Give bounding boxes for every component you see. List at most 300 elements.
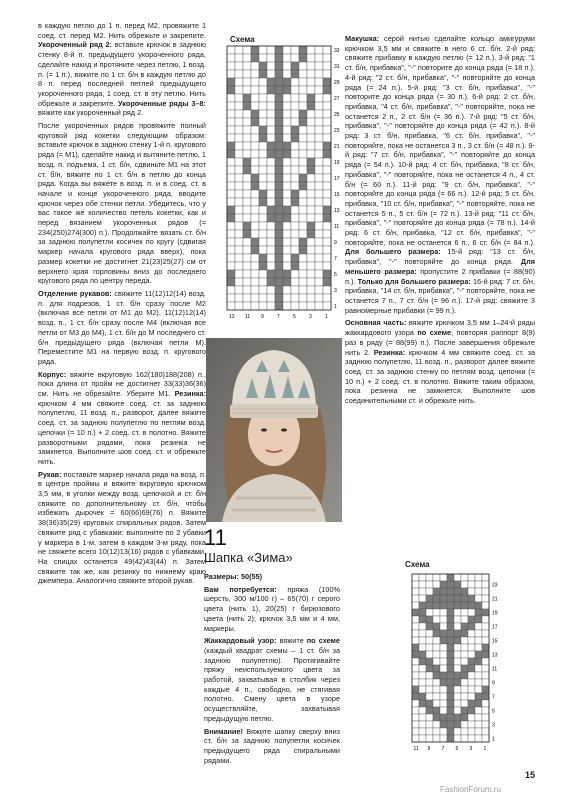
bold-run: Только для большего размера:	[357, 276, 471, 286]
chart-cell	[291, 110, 299, 118]
chart-cell	[475, 728, 482, 735]
chart-cell	[259, 118, 267, 126]
chart-cell	[251, 62, 259, 70]
chart-col-label: 1	[325, 314, 328, 320]
chart-cell	[267, 286, 275, 294]
chart-cell	[433, 672, 440, 679]
chart-cell	[243, 142, 251, 150]
chart-row-label: 21	[334, 144, 340, 150]
chart-cell	[283, 150, 291, 158]
chart-cell	[454, 637, 461, 644]
chart-cell	[315, 126, 323, 134]
chart-cell	[307, 62, 315, 70]
chart-cell	[468, 707, 475, 714]
chart-cell	[412, 602, 419, 609]
chart-cell	[235, 166, 243, 174]
chart-cell	[275, 190, 283, 198]
chart-cell	[447, 679, 454, 686]
chart-cell	[447, 637, 454, 644]
chart-cell	[426, 728, 433, 735]
chart-top	[223, 44, 348, 334]
chart-bottom	[408, 572, 518, 754]
chart-cell	[419, 609, 426, 616]
chart-cell	[275, 270, 283, 278]
chart-cell	[419, 672, 426, 679]
chart-col-label: 7	[441, 746, 445, 752]
chart-cell	[227, 118, 235, 126]
chart-cell	[412, 679, 419, 686]
chart-cell	[440, 679, 447, 686]
chart-cell	[419, 658, 426, 665]
chart-cell	[275, 174, 283, 182]
chart-cell	[454, 581, 461, 588]
chart-row-label: 3	[334, 288, 337, 294]
chart-cell	[227, 46, 235, 54]
chart-row-label: 21	[492, 596, 498, 603]
chart-cell	[235, 102, 243, 110]
text-run: вяжите вкруговую 162(180)188(208) п., пока длина от пройм не достигнет 33(33)36(36) см. Нить не обрезайте. Уберите М1.	[38, 369, 206, 399]
chart-col-label: 11	[413, 746, 419, 752]
chart-cell	[307, 158, 315, 166]
chart-cell	[235, 222, 243, 230]
chart-cell	[461, 644, 468, 651]
text-run: крючком 4 мм свяжите соед. ст. за заднюю полупетлю, 11 возд. п., разворот далее вяжите соед. ст. за заднюю стенку по петлям возд. цепочки (= 10 п.) + 2 соед. ст. в полотно. Вяжите таким образом, пока резинка не замкнется. Выполните шов соединительными ст. и обрежьте нить.	[345, 347, 536, 406]
chart-cell	[315, 70, 323, 78]
chart-cell	[482, 735, 489, 742]
chart-cell	[315, 198, 323, 206]
chart-cell	[433, 721, 440, 728]
chart-cell	[307, 110, 315, 118]
chart-cell	[482, 623, 489, 630]
chart-cell	[468, 693, 475, 700]
chart-cell	[299, 254, 307, 262]
chart-row-label: 7	[492, 694, 495, 701]
chart-row-label: 11	[492, 666, 498, 673]
chart-cell	[299, 150, 307, 158]
chart-cell	[291, 126, 299, 134]
chart-cell	[283, 126, 291, 134]
chart-cell	[468, 686, 475, 693]
chart-cell	[447, 707, 454, 714]
chart-cell	[259, 158, 267, 166]
chart-cell	[475, 602, 482, 609]
chart-col-label: 3	[469, 746, 473, 752]
chart-cell	[259, 126, 267, 134]
bold-run: Укороченные ряды 3–8:	[118, 98, 206, 108]
chart-cell	[291, 150, 299, 158]
chart-cell	[259, 294, 267, 302]
chart-cell	[307, 70, 315, 78]
chart-cell	[251, 190, 259, 198]
chart-cell	[267, 230, 275, 238]
chart-cell	[315, 54, 323, 62]
chart-cell	[243, 302, 251, 310]
chart-cell	[307, 126, 315, 134]
chart-cell	[412, 595, 419, 602]
chart-cell	[468, 581, 475, 588]
chart-cell	[461, 735, 468, 742]
bold-run: Размеры: 50(55)	[204, 572, 263, 581]
chart-cell	[447, 728, 454, 735]
chart-cell	[235, 262, 243, 270]
chart-row-label: 13	[334, 208, 340, 214]
chart-cell	[447, 588, 454, 595]
chart-cell	[315, 86, 323, 94]
chart-cell	[426, 637, 433, 644]
chart-cell	[251, 262, 259, 270]
chart-cell	[251, 246, 259, 254]
chart-cell	[433, 735, 440, 742]
chart-cell	[307, 134, 315, 142]
chart-cell	[482, 595, 489, 602]
chart-cell	[307, 166, 315, 174]
chart-cell	[243, 102, 251, 110]
chart-cell	[454, 602, 461, 609]
chart-cell	[482, 616, 489, 623]
chart-cell	[454, 686, 461, 693]
chart-cell	[475, 651, 482, 658]
chart-cell	[259, 190, 267, 198]
chart-cell	[299, 182, 307, 190]
chart-cell	[299, 166, 307, 174]
chart-cell	[440, 602, 447, 609]
chart-cell	[267, 62, 275, 70]
chart-cell	[426, 616, 433, 623]
chart-cell	[454, 735, 461, 742]
chart-cell	[275, 246, 283, 254]
chart-cell	[475, 721, 482, 728]
chart-cell	[440, 595, 447, 602]
chart-cell	[227, 286, 235, 294]
chart-cell	[315, 94, 323, 102]
chart-cell	[235, 230, 243, 238]
chart-cell	[440, 665, 447, 672]
chart-cell	[227, 254, 235, 262]
chart-cell	[440, 714, 447, 721]
chart-cell	[468, 665, 475, 672]
chart-cell	[283, 238, 291, 246]
chart-cell	[323, 150, 331, 158]
chart-cell	[468, 616, 475, 623]
chart-cell	[227, 222, 235, 230]
text-run: пряжа (100% шерсть, 300 м/100 г) – 65(70) г серого цвета (нить 1), 20(25) г бирюзового цвета (нить 2); крючок 3,5 мм и 4 мм, маркеры.	[204, 584, 340, 633]
chart-cell	[283, 158, 291, 166]
chart-cell	[433, 658, 440, 665]
chart-cell	[235, 62, 243, 70]
chart-cell	[283, 198, 291, 206]
chart-cell	[419, 581, 426, 588]
chart-cell	[275, 102, 283, 110]
chart-col-label: 3	[309, 314, 312, 320]
chart-cell	[447, 616, 454, 623]
chart-cell	[299, 86, 307, 94]
chart-cell	[447, 630, 454, 637]
chart-cell	[291, 102, 299, 110]
chart-cell	[468, 644, 475, 651]
chart-cell	[267, 46, 275, 54]
chart-cell	[267, 206, 275, 214]
chart-cell	[283, 206, 291, 214]
chart-cell	[251, 214, 259, 222]
chart-cell	[440, 609, 447, 616]
chart-cell	[243, 150, 251, 158]
chart-cell	[267, 294, 275, 302]
chart-cell	[454, 658, 461, 665]
chart-cell	[447, 602, 454, 609]
chart-cell	[283, 214, 291, 222]
chart-cell	[468, 623, 475, 630]
chart-cell	[433, 693, 440, 700]
paragraph	[345, 34, 535, 315]
chart-cell	[299, 262, 307, 270]
chart-cell	[454, 588, 461, 595]
chart-cell	[283, 262, 291, 270]
chart-row-label: 31	[334, 64, 340, 70]
chart-cell	[315, 150, 323, 158]
chart-cell	[259, 270, 267, 278]
chart-cell	[299, 174, 307, 182]
chart-cell	[426, 665, 433, 672]
chart-cell	[267, 262, 275, 270]
chart-cell	[251, 182, 259, 190]
chart-cell	[419, 595, 426, 602]
chart-cell	[291, 182, 299, 190]
chart-cell	[259, 86, 267, 94]
chart-col-label: 7	[277, 314, 280, 320]
chart-cell	[259, 182, 267, 190]
chart-cell	[454, 714, 461, 721]
chart-cell	[419, 644, 426, 651]
chart-cell	[475, 616, 482, 623]
chart-col-label: 9	[261, 314, 264, 320]
chart-cell	[307, 94, 315, 102]
chart-cell	[482, 644, 489, 651]
chart-cell	[299, 294, 307, 302]
chart-cell	[482, 630, 489, 637]
chart-cell	[315, 118, 323, 126]
chart-cell	[412, 609, 419, 616]
chart-cell	[433, 574, 440, 581]
chart-cell	[275, 62, 283, 70]
chart-row-label: 3	[492, 722, 495, 729]
chart-cell	[243, 174, 251, 182]
chart-cell	[275, 150, 283, 158]
chart-cell	[251, 158, 259, 166]
chart-cell	[482, 686, 489, 693]
text-run: в каждую петлю до 1 п. перед М2, провяжите 1 соед. ст. перед М2. Нить обрежьте и закрепите.	[38, 21, 206, 40]
chart-cell	[433, 581, 440, 588]
chart-row-label: 17	[492, 624, 498, 631]
chart-cell	[251, 94, 259, 102]
chart-cell	[291, 134, 299, 142]
chart-cell	[419, 616, 426, 623]
chart-cell	[235, 110, 243, 118]
chart-bottom-title: Схема	[405, 560, 430, 569]
chart-cell	[433, 616, 440, 623]
chart-cell	[267, 302, 275, 310]
chart-cell	[251, 78, 259, 86]
chart-cell	[323, 294, 331, 302]
chart-cell	[426, 651, 433, 658]
chart-cell	[259, 142, 267, 150]
chart-cell	[315, 206, 323, 214]
chart-cell	[419, 679, 426, 686]
chart-cell	[243, 206, 251, 214]
chart-cell	[454, 651, 461, 658]
chart-cell	[461, 595, 468, 602]
chart-cell	[227, 302, 235, 310]
chart-cell	[419, 714, 426, 721]
chart-cell	[299, 46, 307, 54]
chart-cell	[267, 198, 275, 206]
chart-cell	[475, 700, 482, 707]
chart-cell	[433, 623, 440, 630]
chart-cell	[251, 102, 259, 110]
chart-cell	[315, 278, 323, 286]
chart-cell	[275, 118, 283, 126]
chart-cell	[307, 78, 315, 86]
chart-cell	[283, 78, 291, 86]
chart-cell	[243, 198, 251, 206]
bold-run: Укороченный ряд 2:	[38, 40, 112, 50]
chart-cell	[299, 118, 307, 126]
chart-col-label: 5	[455, 746, 459, 752]
chart-cell	[267, 158, 275, 166]
chart-row-label: 5	[334, 272, 337, 278]
chart-cell	[447, 700, 454, 707]
chart-cell	[461, 721, 468, 728]
chart-cell	[475, 609, 482, 616]
chart-cell	[323, 142, 331, 150]
chart-cell	[243, 70, 251, 78]
chart-cell	[307, 206, 315, 214]
chart-cell	[275, 198, 283, 206]
chart-cell	[433, 609, 440, 616]
chart-cell	[447, 693, 454, 700]
chart-cell	[291, 294, 299, 302]
chart-cell	[259, 110, 267, 118]
chart-cell	[251, 206, 259, 214]
chart-cell	[468, 609, 475, 616]
chart-cell	[235, 126, 243, 134]
chart-cell	[419, 602, 426, 609]
chart-cell	[235, 254, 243, 262]
chart-cell	[235, 142, 243, 150]
chart-cell	[251, 238, 259, 246]
chart-cell	[419, 700, 426, 707]
chart-col-label: 5	[293, 314, 296, 320]
chart-cell	[243, 294, 251, 302]
bold-run: Вам потребуется:	[204, 584, 277, 594]
chart-cell	[291, 94, 299, 102]
chart-cell	[412, 693, 419, 700]
chart-cell	[475, 623, 482, 630]
chart-cell	[259, 102, 267, 110]
chart-cell	[419, 721, 426, 728]
chart-cell	[323, 198, 331, 206]
chart-cell	[291, 62, 299, 70]
chart-cell	[299, 278, 307, 286]
chart-cell	[267, 174, 275, 182]
chart-cell	[440, 728, 447, 735]
chart-cell	[482, 658, 489, 665]
chart-cell	[259, 78, 267, 86]
chart-cell	[275, 70, 283, 78]
chart-cell	[243, 86, 251, 94]
chart-cell	[323, 166, 331, 174]
chart-cell	[440, 623, 447, 630]
chart-cell	[461, 651, 468, 658]
chart-cell	[482, 574, 489, 581]
paragraph	[345, 318, 535, 405]
chart-cell	[412, 672, 419, 679]
chart-cell	[315, 158, 323, 166]
chart-cell	[267, 118, 275, 126]
chart-cell	[243, 54, 251, 62]
paragraph	[38, 370, 206, 467]
bold-run: Резинка:	[373, 347, 406, 357]
chart-cell	[307, 182, 315, 190]
chart-cell	[323, 118, 331, 126]
chart-cell	[235, 270, 243, 278]
chart-cell	[461, 623, 468, 630]
chart-cell	[283, 110, 291, 118]
chart-cell	[283, 118, 291, 126]
chart-cell	[440, 700, 447, 707]
chart-cell	[259, 238, 267, 246]
chart-cell	[426, 574, 433, 581]
bold-run: Корпус:	[38, 369, 67, 379]
chart-cell	[227, 166, 235, 174]
chart-cell	[259, 94, 267, 102]
chart-cell	[283, 270, 291, 278]
chart-cell	[475, 693, 482, 700]
chart-cell	[291, 206, 299, 214]
chart-col-label: 9	[427, 746, 431, 752]
chart-cell	[323, 246, 331, 254]
chart-cell	[235, 214, 243, 222]
chart-cell	[235, 182, 243, 190]
chart-cell	[299, 238, 307, 246]
chart-cell	[454, 693, 461, 700]
chart-cell	[227, 142, 235, 150]
chart-cell	[275, 302, 283, 310]
chart-cell	[235, 286, 243, 294]
chart-cell	[412, 644, 419, 651]
chart-cell	[227, 158, 235, 166]
chart-cell	[267, 166, 275, 174]
chart-cell	[461, 707, 468, 714]
chart-cell	[468, 602, 475, 609]
chart-cell	[251, 126, 259, 134]
chart-cell	[283, 142, 291, 150]
chart-cell	[291, 246, 299, 254]
chart-cell	[227, 102, 235, 110]
chart-cell	[315, 166, 323, 174]
text-run: После укороченных рядов провяжите полный круговой ряд кокетки следующим образом: вставьте крючок в заднюю стенку 1-й п. кругового ряда (= М1), сделайте накид и вытяните петлю, 1 возд. п. подъема, 1 ст. б/н, сдвиньте М1 на этот ст. б/н, вяжите по 1 ст. б/н в петлю до конца ряда. Когда вы вяжете в возд. п. и в соед. ст. в начале и конце укороченного ряда, вводите крючок через обе стенки петли. Убедитесь, что у вас такое же количество петель кокетки, как и перед вязанием укороченных рядов (= 234(250)274(300) п.). Продолжайте вязать ст. б/н за заднюю полупетли косичек по кругу (сдвигая маркер начала кругового ряда вверх), пока размер кокетки не достигнет 21(23)25(27) см от верхнего края горловины вниз до последнего кругового ряда по центру переда.	[38, 121, 206, 286]
paragraph	[38, 470, 206, 586]
paragraph	[204, 727, 340, 766]
chart-cell	[461, 574, 468, 581]
text-run: вяжите крючком 3,5 мм 1–24-й ряды жаккардового узора	[345, 318, 535, 338]
chart-cell	[426, 679, 433, 686]
chart-cell	[243, 262, 251, 270]
chart-cell	[468, 672, 475, 679]
chart-cell	[475, 658, 482, 665]
chart-cell	[475, 637, 482, 644]
chart-cell	[482, 581, 489, 588]
chart-cell	[419, 623, 426, 630]
